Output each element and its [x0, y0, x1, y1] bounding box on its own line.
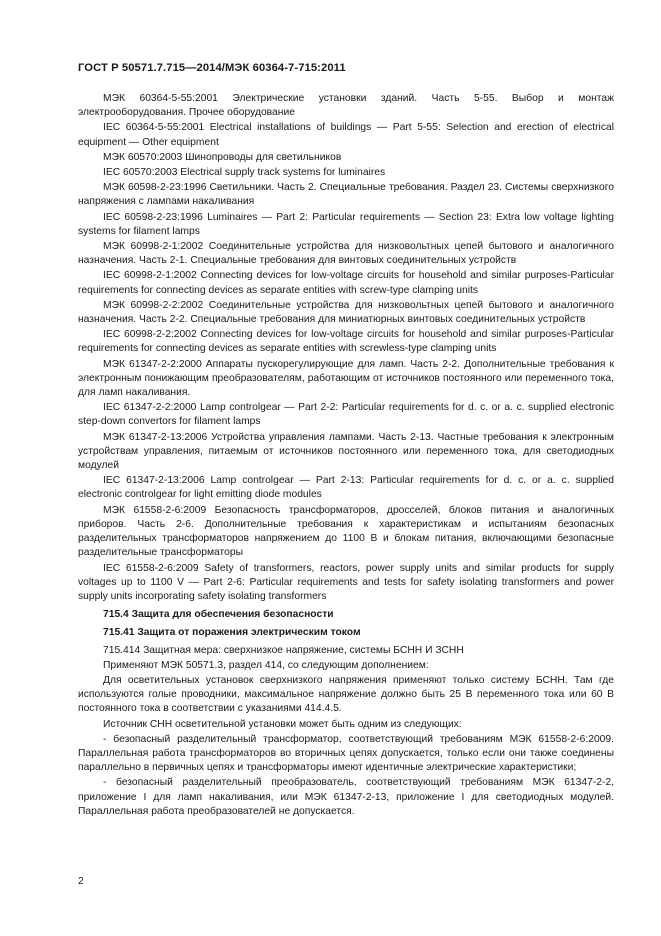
paragraph: МЭК 60598-2-23:1996 Светильники. Часть 2. Специальные требования. Раздел 23. Системы сверхнизкого напряжения с лампами накаливания: [78, 182, 614, 208]
paragraph: МЭК 60364-5-55:2001 Электрические установки зданий. Часть 5-55. Выбор и монтаж электрооборудования. Прочее оборудование: [78, 93, 614, 119]
section-heading: 715.41 Защита от поражения электрическим током: [103, 627, 361, 639]
paragraph: IEC 60598-2-23:1996 Luminaires — Part 2: Particular requirements — Section 23: Extra low voltage lighting systems for filament lamps: [78, 211, 614, 237]
paragraph: IEC 60364-5-55:2001 Electrical installations of buildings — Part 5-55: Selection and erection of electrical equipment — Other equipment: [78, 122, 614, 148]
paragraph: 715.414 Защитная мера: сверхнизкое напряжение, системы БСНН И ЗСНН: [103, 644, 464, 656]
paragraph: - безопасный разделительный преобразователь, соответствующий требованиям МЭК 61347-2-2, приложение I для ламп накаливания, или МЭК 61347-2-13, приложение I для светодиодных модулей. Параллельная работа преобразователей не допускается.: [78, 777, 614, 817]
paragraph: Источник СНН осветительной установки может быть одним из следующих:: [103, 718, 462, 730]
page-header: ГОСТ Р 50571.7.715—2014/МЭК 60364-7-715:2011: [78, 62, 346, 74]
paragraph: МЭК 60998-2-1:2002 Соединительные устройства для низковольтных цепей бытового и аналогичного назначения. Часть 2-1. Специальные требования для винтовых соединительных устройств: [78, 241, 614, 267]
paragraph: IEC 61558-2-6:2009 Safety of transformers, reactors, power supply units and similar products for supply voltages up to 1100 V — Part 2-6: Particular requirements and tests for safety isolating transformers and power supply units incorporating safety isolating transformers: [78, 562, 614, 602]
paragraph: Применяют МЭК 50571.3, раздел 414, со следующим дополнением:: [103, 659, 429, 671]
paragraph: МЭК 60998-2-2:2002 Соединительные устройства для низковольтных цепей бытового и аналогичного назначения. Часть 2-2. Специальные требования для миниатюрных винтовых соединительных устройств: [78, 299, 614, 326]
paragraph: IEC 61347-2-2:2000 Lamp controlgear — Part 2-2: Particular requirements for d. c. or a. c. supplied electronic step-down convertors for filament lamps: [78, 402, 614, 428]
paragraph: МЭК 61558-2-6:2009 Безопасность трансформаторов, дросселей, блоков питания и аналогичных приборов. Часть 2-6. Дополнительные требования к характеристикам и испытаниям безопасных разделительных трансформаторов напряжением до 1100 В и блокам питания, включающими безопасные разделительные трансформаторы: [78, 504, 614, 559]
paragraph: Для осветительных установок сверхнизкого напряжения применяют только систему БСНН. Там где используются голые проводники, максимальное напряжение должно быть 25 В переменного тока или 60 В постоянного тока в соответствии с указаниями 414.4.5.: [78, 674, 614, 715]
paragraph: IEC 61347-2-13:2006 Lamp controlgear — Part 2-13: Particular requirements for d. c. or a. c. supplied electronic controlgear for light emitting diode modules: [78, 475, 614, 501]
paragraph: МЭК 61347-2-2:2000 Аппараты пускорегулирующие для ламп. Часть 2-2. Дополнительные требования к электронным понижающим преобразователям, работающим от источников постоянного или переменного тока, для ламп накаливания.: [78, 358, 614, 399]
paragraph: IEC 60998-2-2:2002 Connecting devices for low-voltage circuits for household and similar purposes-Particular requirements for connecting devices as separate entities with screwless-type clamping units: [78, 329, 614, 355]
page-number: 2: [78, 876, 84, 887]
paragraph: - безопасный разделительный трансформатор, соответствующий требованиям МЭК 61558-2-6:2009. Параллельная работа трансформаторов во вторичных цепях допускается, только если они также соединены параллельно в первичных цепях и трансформаторы имеют идентичные электрические характеристики;: [78, 733, 614, 774]
paragraph: МЭК 60570:2003 Шинопроводы для светильников: [103, 151, 342, 163]
body-text: [78, 92, 614, 820]
paragraph: IEC 60998-2-1:2002 Connecting devices for low-voltage circuits for household and similar purposes-Particular requirements for connecting devices as separate entities with screw-type clamping units: [78, 270, 614, 296]
section-heading: 715.4 Защита для обеспечения безопасности: [103, 609, 334, 621]
paragraph: IEC 60570:2003 Electrical supply track systems for luminaires: [103, 167, 386, 179]
paragraph: МЭК 61347-2-13:2006 Устройства управления лампами. Часть 2-13. Частные требования к электронным устройствам управления, питаемым от источников постоянного или переменного тока, для светодиодных модулей: [78, 431, 614, 472]
